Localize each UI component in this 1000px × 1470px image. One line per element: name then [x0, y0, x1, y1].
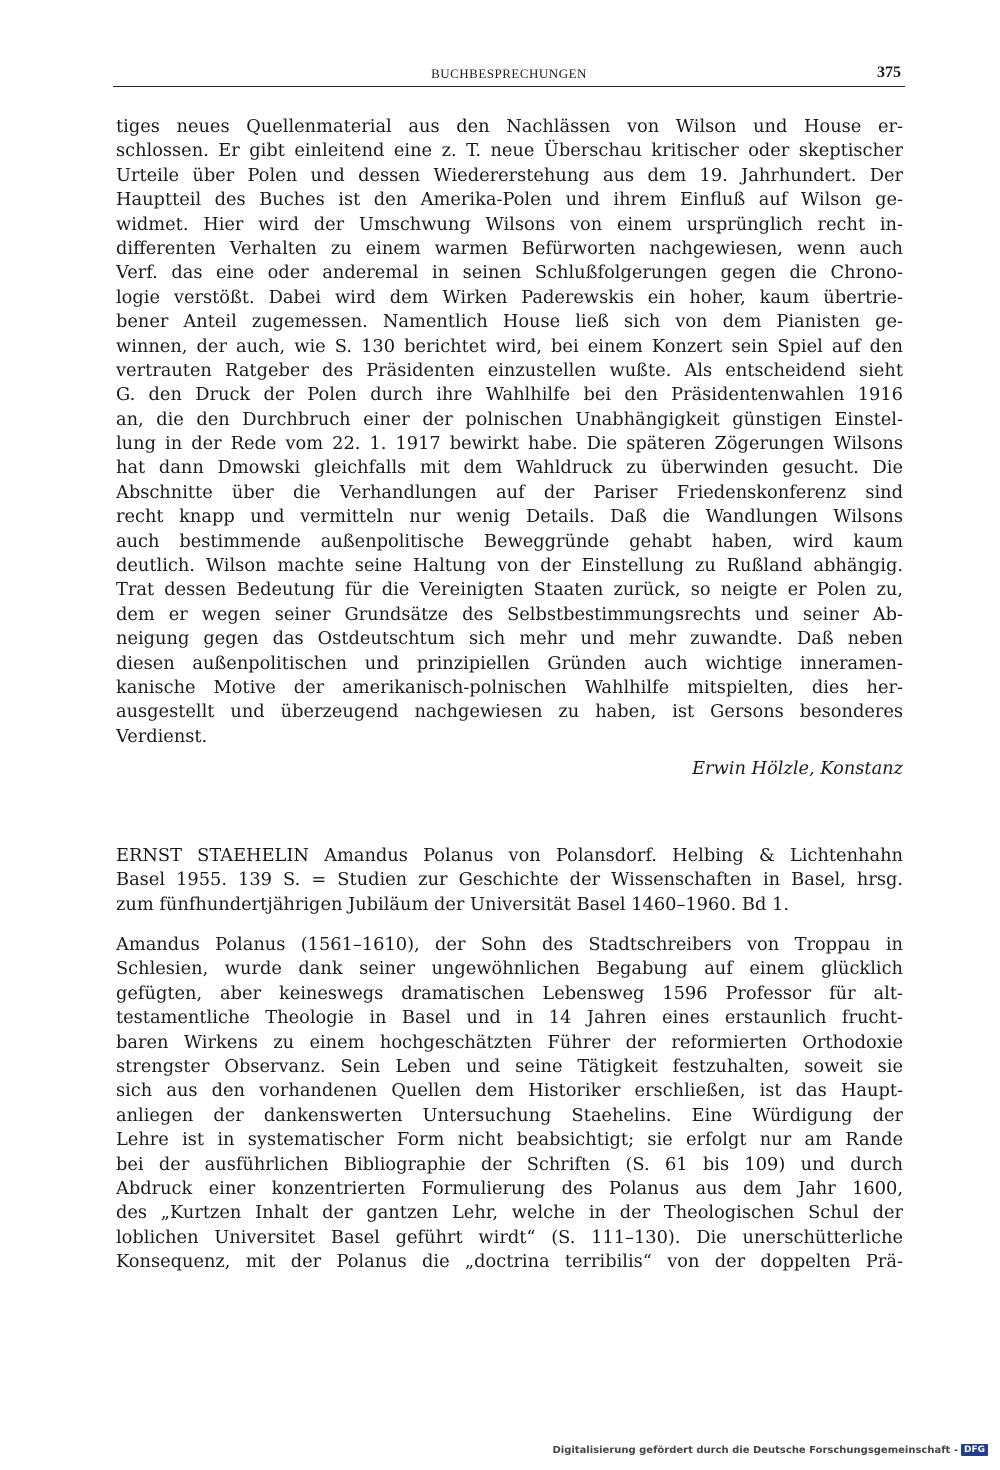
text-line: zum fünfhundertjährigen Jubiläum der Universität Basel 1460–1960. Bd 1.: [116, 893, 789, 915]
text-line: Schlesien, wurde dank seiner ungewöhnlichen Begabung auf einem glücklich: [116, 958, 903, 980]
text-line: Trat dessen Bedeutung für die Vereinigten Staaten zurück, so neigte er Polen zu,: [116, 579, 903, 601]
text-line: ausgestellt und überzeugend nachgewiesen zu haben, ist Gersons besonderes: [116, 701, 903, 723]
text-line: schlossen. Er gibt einleitend eine z. T. neue Überschau kritischer oder skeptischer: [116, 140, 903, 162]
text-line: Verf. das eine oder anderemal in seinen Schlußfolgerungen gegen die Chrono-: [116, 262, 903, 284]
text-line: lung in der Rede vom 22. 1. 1917 bewirkt habe. Die späteren Zögerungen Wilsons: [116, 433, 903, 455]
text-line: gefügten, aber keineswegs dramatischen Lebensweg 1596 Professor für alt-: [116, 982, 903, 1004]
text-line: deutlich. Wilson machte seine Haltung von der Einstellung zu Rußland abhängig.: [116, 555, 903, 577]
text-line: dem er wegen seiner Grundsätze des Selbstbestimmungsrechts und seiner Ab-: [116, 603, 903, 625]
text-line: widmet. Hier wird der Umschwung Wilsons von einem ursprünglich recht in-: [116, 213, 903, 235]
review-1-text: [116, 115, 903, 749]
page-header: [113, 62, 905, 87]
text-line: differenten Verhalten zu einem warmen Befürworten nachgewiesen, wenn auch: [116, 237, 903, 259]
text-line: neigung gegen das Ostdeutschtum sich mehr und mehr zuwandte. Daß neben: [116, 628, 903, 650]
text-line: testamentliche Theologie in Basel und in 14 Jahren eines erstaunlich frucht-: [116, 1007, 903, 1029]
text-line: ERNST STAEHELIN Amandus Polanus von Polansdorf. Helbing & Lichtenhahn: [116, 845, 903, 866]
text-line: Lehre ist in systematischer Form nicht beabsichtigt; sie erfolgt nur am Rande: [116, 1129, 903, 1151]
text-line: Konsequenz, mit der Polanus die „doctrina terribilis“ von der doppelten Prä-: [116, 1251, 903, 1273]
text-line: Hauptteil des Buches ist den Amerika-Polen und ihrem Einfluß auf Wilson ge-: [116, 189, 903, 211]
review-2-bibliographic-heading: [116, 844, 903, 917]
text-line: winnen, der auch, wie S. 130 berichtet wird, bei einem Konzert sein Spiel auf den: [116, 335, 903, 357]
dfg-logo-icon: DFG: [961, 1444, 988, 1456]
reviewer-signature: Erwin Hölzle, Konstanz: [692, 758, 903, 779]
text-line: anliegen der dankenswerten Untersuchung Staehelins. Eine Würdigung der: [116, 1104, 903, 1126]
text-line: des „Kurtzen Inhalt der gantzen Lehr, welche in der Theologischen Schul der: [116, 1202, 903, 1224]
text-line: vertrauten Ratgeber des Präsidenten einzustellen wußte. Als entscheidend sieht: [116, 359, 903, 381]
text-line: tiges neues Quellenmaterial aus den Nachlässen von Wilson und House er-: [116, 116, 903, 137]
text-line: hat dann Dmowski gleichfalls mit dem Wahldruck zu überwinden gesucht. Die: [116, 457, 903, 479]
text-line: baren Wirkens zu einem hochgeschätzten Führer der reformierten Orthodoxie: [116, 1031, 903, 1053]
text-line: logie verstößt. Dabei wird dem Wirken Paderewskis ein hoher, kaum übertrie-: [116, 286, 903, 308]
text-line: Basel 1955. 139 S. = Studien zur Geschichte der Wissenschaften in Basel, hrsg.: [116, 869, 903, 891]
text-line: diesen außenpolitischen und prinzipiellen Gründen auch wichtige inneramen-: [116, 652, 903, 674]
review-2-text: [116, 933, 903, 1274]
text-line: bener Anteil zugemessen. Namentlich House ließ sich von dem Pianisten ge-: [116, 311, 903, 333]
footer-text: Digitalisierung gefördert durch die Deutsche Forschungsgemeinschaft -: [552, 1444, 958, 1456]
text-line: kanische Motive der amerikanisch-polnischen Wahlhilfe mitspielten, dies her-: [116, 676, 903, 698]
text-line: loblichen Universitet Basel geführt wirdt“ (S. 111–130). Die unerschütterliche: [116, 1226, 903, 1248]
text-line: Urteile über Polen und dessen Wiedererstehung aus dem 19. Jahrhundert. Der: [116, 164, 903, 186]
text-line: recht knapp und vermitteln nur wenig Details. Daß die Wandlungen Wilsons: [116, 506, 903, 528]
text-line: auch bestimmende außenpolitische Beweggründe gehabt haben, wird kaum: [116, 530, 903, 552]
text-line: G. den Druck der Polen durch ihre Wahlhilfe bei den Präsidentenwahlen 1916: [116, 384, 903, 406]
running-head: BUCHBESPRECHUNGEN: [431, 66, 587, 81]
text-line: Amandus Polanus (1561–1610), der Sohn des Stadtschreibers von Troppau in: [116, 934, 903, 955]
page-number: 375: [877, 64, 901, 81]
text-line: bei der ausführlichen Bibliographie der Schriften (S. 61 bis 109) und durch: [116, 1153, 903, 1175]
text-line: sich aus den vorhandenen Quellen dem Historiker erschließen, ist das Haupt-: [116, 1080, 903, 1102]
text-line: Abschnitte über die Verhandlungen auf der Pariser Friedenskonferenz sind: [116, 481, 903, 503]
text-line: Abdruck einer konzentrierten Formulierung des Polanus aus dem Jahr 1600,: [116, 1177, 903, 1199]
text-line: Verdienst.: [116, 725, 208, 747]
text-line: strengster Observanz. Sein Leben und seine Tätigkeit festzuhalten, soweit sie: [116, 1055, 903, 1077]
text-line: an, die den Durchbruch einer der polnischen Unabhängigkeit günstigen Einstel-: [116, 408, 903, 430]
digitization-footer: [552, 1444, 988, 1456]
